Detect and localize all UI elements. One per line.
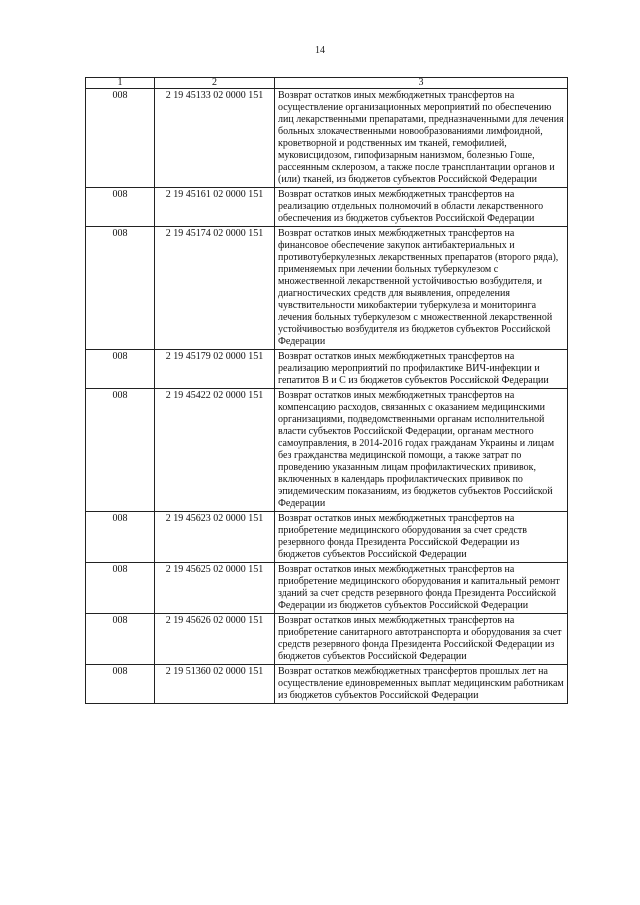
table-row [86,563,568,614]
income-name-cell: Возврат остатков иных межбюджетных трансфертов на приобретение медицинского оборудования за счет средств резервного фонда Президента Российской Федерации из бюджетов субъектов Российской Федерации [275,512,568,563]
budget-code-cell: 2 19 45179 02 0000 151 [155,350,275,389]
table-row [86,665,568,704]
admin-code-cell: 008 [86,350,155,389]
budget-code-cell: 2 19 45161 02 0000 151 [155,188,275,227]
table-row [86,350,568,389]
page-number: 14 [315,45,325,56]
table-row [86,188,568,227]
table-row [86,512,568,563]
income-name-cell: Возврат остатков иных межбюджетных трансфертов на реализацию отдельных полномочий в области лекарственного обеспечения из бюджетов субъектов Российской Федерации [275,188,568,227]
header-col-1: 1 [86,78,155,89]
income-name-cell: Возврат остатков межбюджетных трансфертов прошлых лет на осуществление единовременных выплат медицинским работникам из бюджетов субъектов Российской Федерации [275,665,568,704]
budget-code-cell: 2 19 45625 02 0000 151 [155,563,275,614]
budget-code-cell: 2 19 51360 02 0000 151 [155,665,275,704]
table-header-row [86,78,568,89]
income-name-cell: Возврат остатков иных межбюджетных трансфертов на приобретение санитарного автотранспорта и оборудования за счет средств резервного фонда Президента Российской Федерации из бюджетов субъектов Российской Федерации [275,614,568,665]
header-col-3: 3 [275,78,568,89]
admin-code-cell: 008 [86,512,155,563]
income-name-cell: Возврат остатков иных межбюджетных трансфертов на осуществление организационных мероприятий по обеспечению лиц лекарственными препаратами, предназначенными для лечения больных злокачественными новообразованиями лимфоидной, кроветворной и родственных им тканей, гемофилией, муковисцидозом, гипофизарным нанизмом, болезнью Гоше, рассеянным склерозом, а также после трансплантации органов и (или) тканей, из бюджетов субъектов Российской Федерации [275,89,568,188]
table-row [86,614,568,665]
budget-code-cell: 2 19 45133 02 0000 151 [155,89,275,188]
admin-code-cell: 008 [86,389,155,512]
admin-code-cell: 008 [86,614,155,665]
admin-code-cell: 008 [86,188,155,227]
admin-code-cell: 008 [86,227,155,350]
table-row [86,389,568,512]
budget-code-cell: 2 19 45422 02 0000 151 [155,389,275,512]
table-row [86,227,568,350]
admin-code-cell: 008 [86,665,155,704]
budget-code-cell: 2 19 45174 02 0000 151 [155,227,275,350]
admin-code-cell: 008 [86,89,155,188]
budget-code-table [85,77,568,704]
income-name-cell: Возврат остатков иных межбюджетных трансфертов на компенсацию расходов, связанных с оказанием медицинскими организациями, подведомственными органам исполнительной власти субъектов Российской Федерации, органам местного самоуправления, в 2014-2016 годах гражданам Украины и лицам без гражданства медицинской помощи, а также затрат по проведению указанным лицам профилактических прививок, включенных в календарь профилактических прививок по эпидемическим показаниям, из бюджетов субъектов Российской Федерации [275,389,568,512]
budget-code-cell: 2 19 45623 02 0000 151 [155,512,275,563]
admin-code-cell: 008 [86,563,155,614]
header-col-2: 2 [155,78,275,89]
table-row [86,89,568,188]
budget-code-cell: 2 19 45626 02 0000 151 [155,614,275,665]
income-name-cell: Возврат остатков иных межбюджетных трансфертов на реализацию мероприятий по профилактике ВИЧ-инфекции и гепатитов B и C из бюджетов субъектов Российской Федерации [275,350,568,389]
income-name-cell: Возврат остатков иных межбюджетных трансфертов на приобретение медицинского оборудования и капитальный ремонт зданий за счет средств резервного фонда Президента Российской Федерации из бюджетов субъектов Российской Федерации [275,563,568,614]
income-name-cell: Возврат остатков иных межбюджетных трансфертов на финансовое обеспечение закупок антибактериальных и противотуберкулезных лекарственных препаратов (второго ряда), применяемых при лечении больных туберкулезом с множественной лекарственной устойчивостью возбудителя, и диагностических средств для выявления, определения чувствительности микобактерии туберкулеза и мониторинга лечения больных туберкулезом с множественной лекарственной устойчивостью возбудителя из бюджетов субъектов Российской Федерации [275,227,568,350]
